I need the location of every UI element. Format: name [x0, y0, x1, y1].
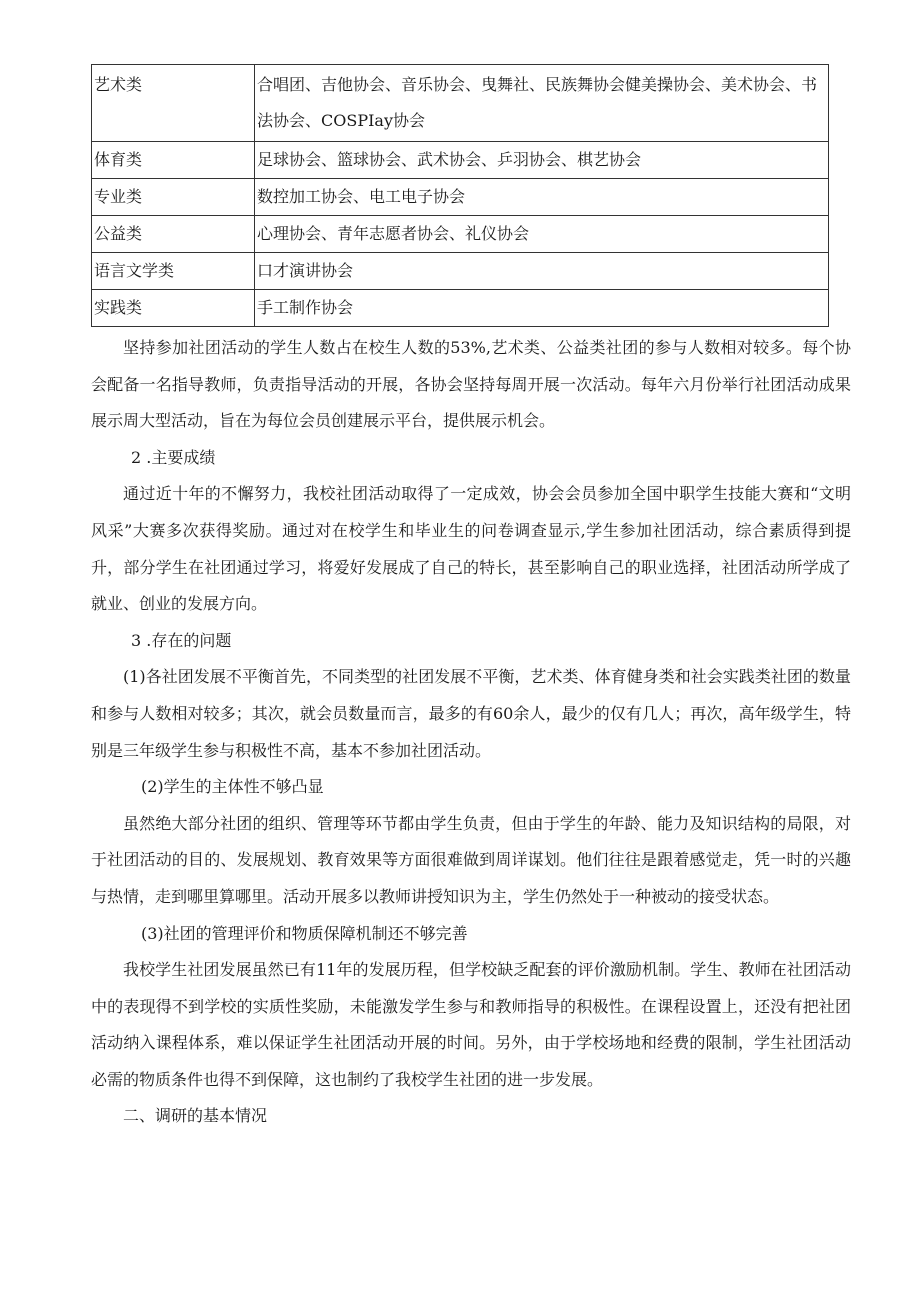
- section-heading-survey: 二、调研的基本情况: [123, 1106, 268, 1126]
- table-row: [92, 142, 829, 179]
- clubs-cell: 合唱团、吉他协会、音乐协会、曳舞社、民族舞协会健美操协会、美术协会、书法协会、COSPIay协会: [255, 65, 829, 142]
- paragraph-management: 我校学生社团发展虽然已有11年的发展历程，但学校缺乏配套的评价激励机制。学生、教师在社团活动中的表现得不到学校的实质性奖励，未能激发学生参与和教师指导的积极性。在课程设置上，还没有把社团活动纳入课程体系，难以保证学生社团活动开展的时间。另外，由于学校场地和经费的限制，学生社团活动必需的物质条件也得不到保障，这也制约了我校学生社团的进一步发展。: [91, 960, 851, 1089]
- club-category-table: [91, 64, 829, 327]
- category-cell: 公益类: [92, 216, 255, 253]
- table-row: [92, 65, 829, 142]
- category-cell: 实践类: [92, 290, 255, 327]
- paragraph-subjectivity: 虽然绝大部分社团的组织、管理等环节都由学生负责，但由于学生的年龄、能力及知识结构的局限，对于社团活动的目的、发展规划、教育效果等方面很难做到周详谋划。他们往往是跟着感觉走，凭一时的兴趣与热情，走到哪里算哪里。活动开展多以教师讲授知识为主，学生仍然处于一种被动的接受状态。: [91, 813, 851, 906]
- category-cell: 艺术类: [92, 65, 255, 142]
- clubs-cell: 口才演讲协会: [255, 253, 829, 290]
- category-cell: 专业类: [92, 179, 255, 216]
- paragraph-achievements: 通过近十年的不懈努力，我校社团活动取得了一定成效，协会会员参加全国中职学生技能大赛和“文明风采”大赛多次获得奖励。通过对在校学生和毕业生的问卷调查显示,学生参加社团活动，综合素质得到提升，部分学生在社团通过学习，将爱好发展成了自己的特长，甚至影响自己的职业选择，社团活动所学成了就业、创业的发展方向。: [91, 484, 851, 614]
- table-row: [92, 216, 829, 253]
- clubs-cell: 手工制作协会: [255, 290, 829, 327]
- category-cell: 语言文学类: [92, 253, 255, 290]
- clubs-cell: 足球协会、篮球协会、武术协会、乒羽协会、棋艺协会: [255, 142, 829, 179]
- clubs-cell: 数控加工协会、电工电子协会: [255, 179, 829, 216]
- category-cell: 体育类: [92, 142, 255, 179]
- clubs-cell: 心理协会、青年志愿者协会、礼仪协会: [255, 216, 829, 253]
- heading-achievements: 2 .主要成绩: [131, 447, 216, 467]
- heading-subjectivity: (2)学生的主体性不够凸显: [141, 777, 324, 797]
- heading-management: (3)社团的管理评价和物质保障机制还不够完善: [141, 923, 468, 943]
- paragraph-imbalance: (1)各社团发展不平衡首先，不同类型的社团发展不平衡，艺术类、体育健身类和社会实践类社团的数量和参与人数相对较多；其次，就会员数量而言，最多的有60余人，最少的仅有几人；再次，高年级学生，特别是三年级学生参与积极性不高，基本不参加社团活动。: [91, 667, 851, 760]
- table-row: [92, 253, 829, 290]
- body-text: [91, 330, 851, 1135]
- table-row: [92, 290, 829, 327]
- heading-problems: 3 .存在的问题: [131, 630, 232, 650]
- paragraph-participation: 坚持参加社团活动的学生人数占在校生人数的53%,艺术类、公益类社团的参与人数相对较多。每个协会配备一名指导教师，负责指导活动的开展，各协会坚持每周开展一次活动。每年六月份举行社团活动成果展示周大型活动，旨在为每位会员创建展示平台，提供展示机会。: [91, 338, 851, 431]
- table-row: [92, 179, 829, 216]
